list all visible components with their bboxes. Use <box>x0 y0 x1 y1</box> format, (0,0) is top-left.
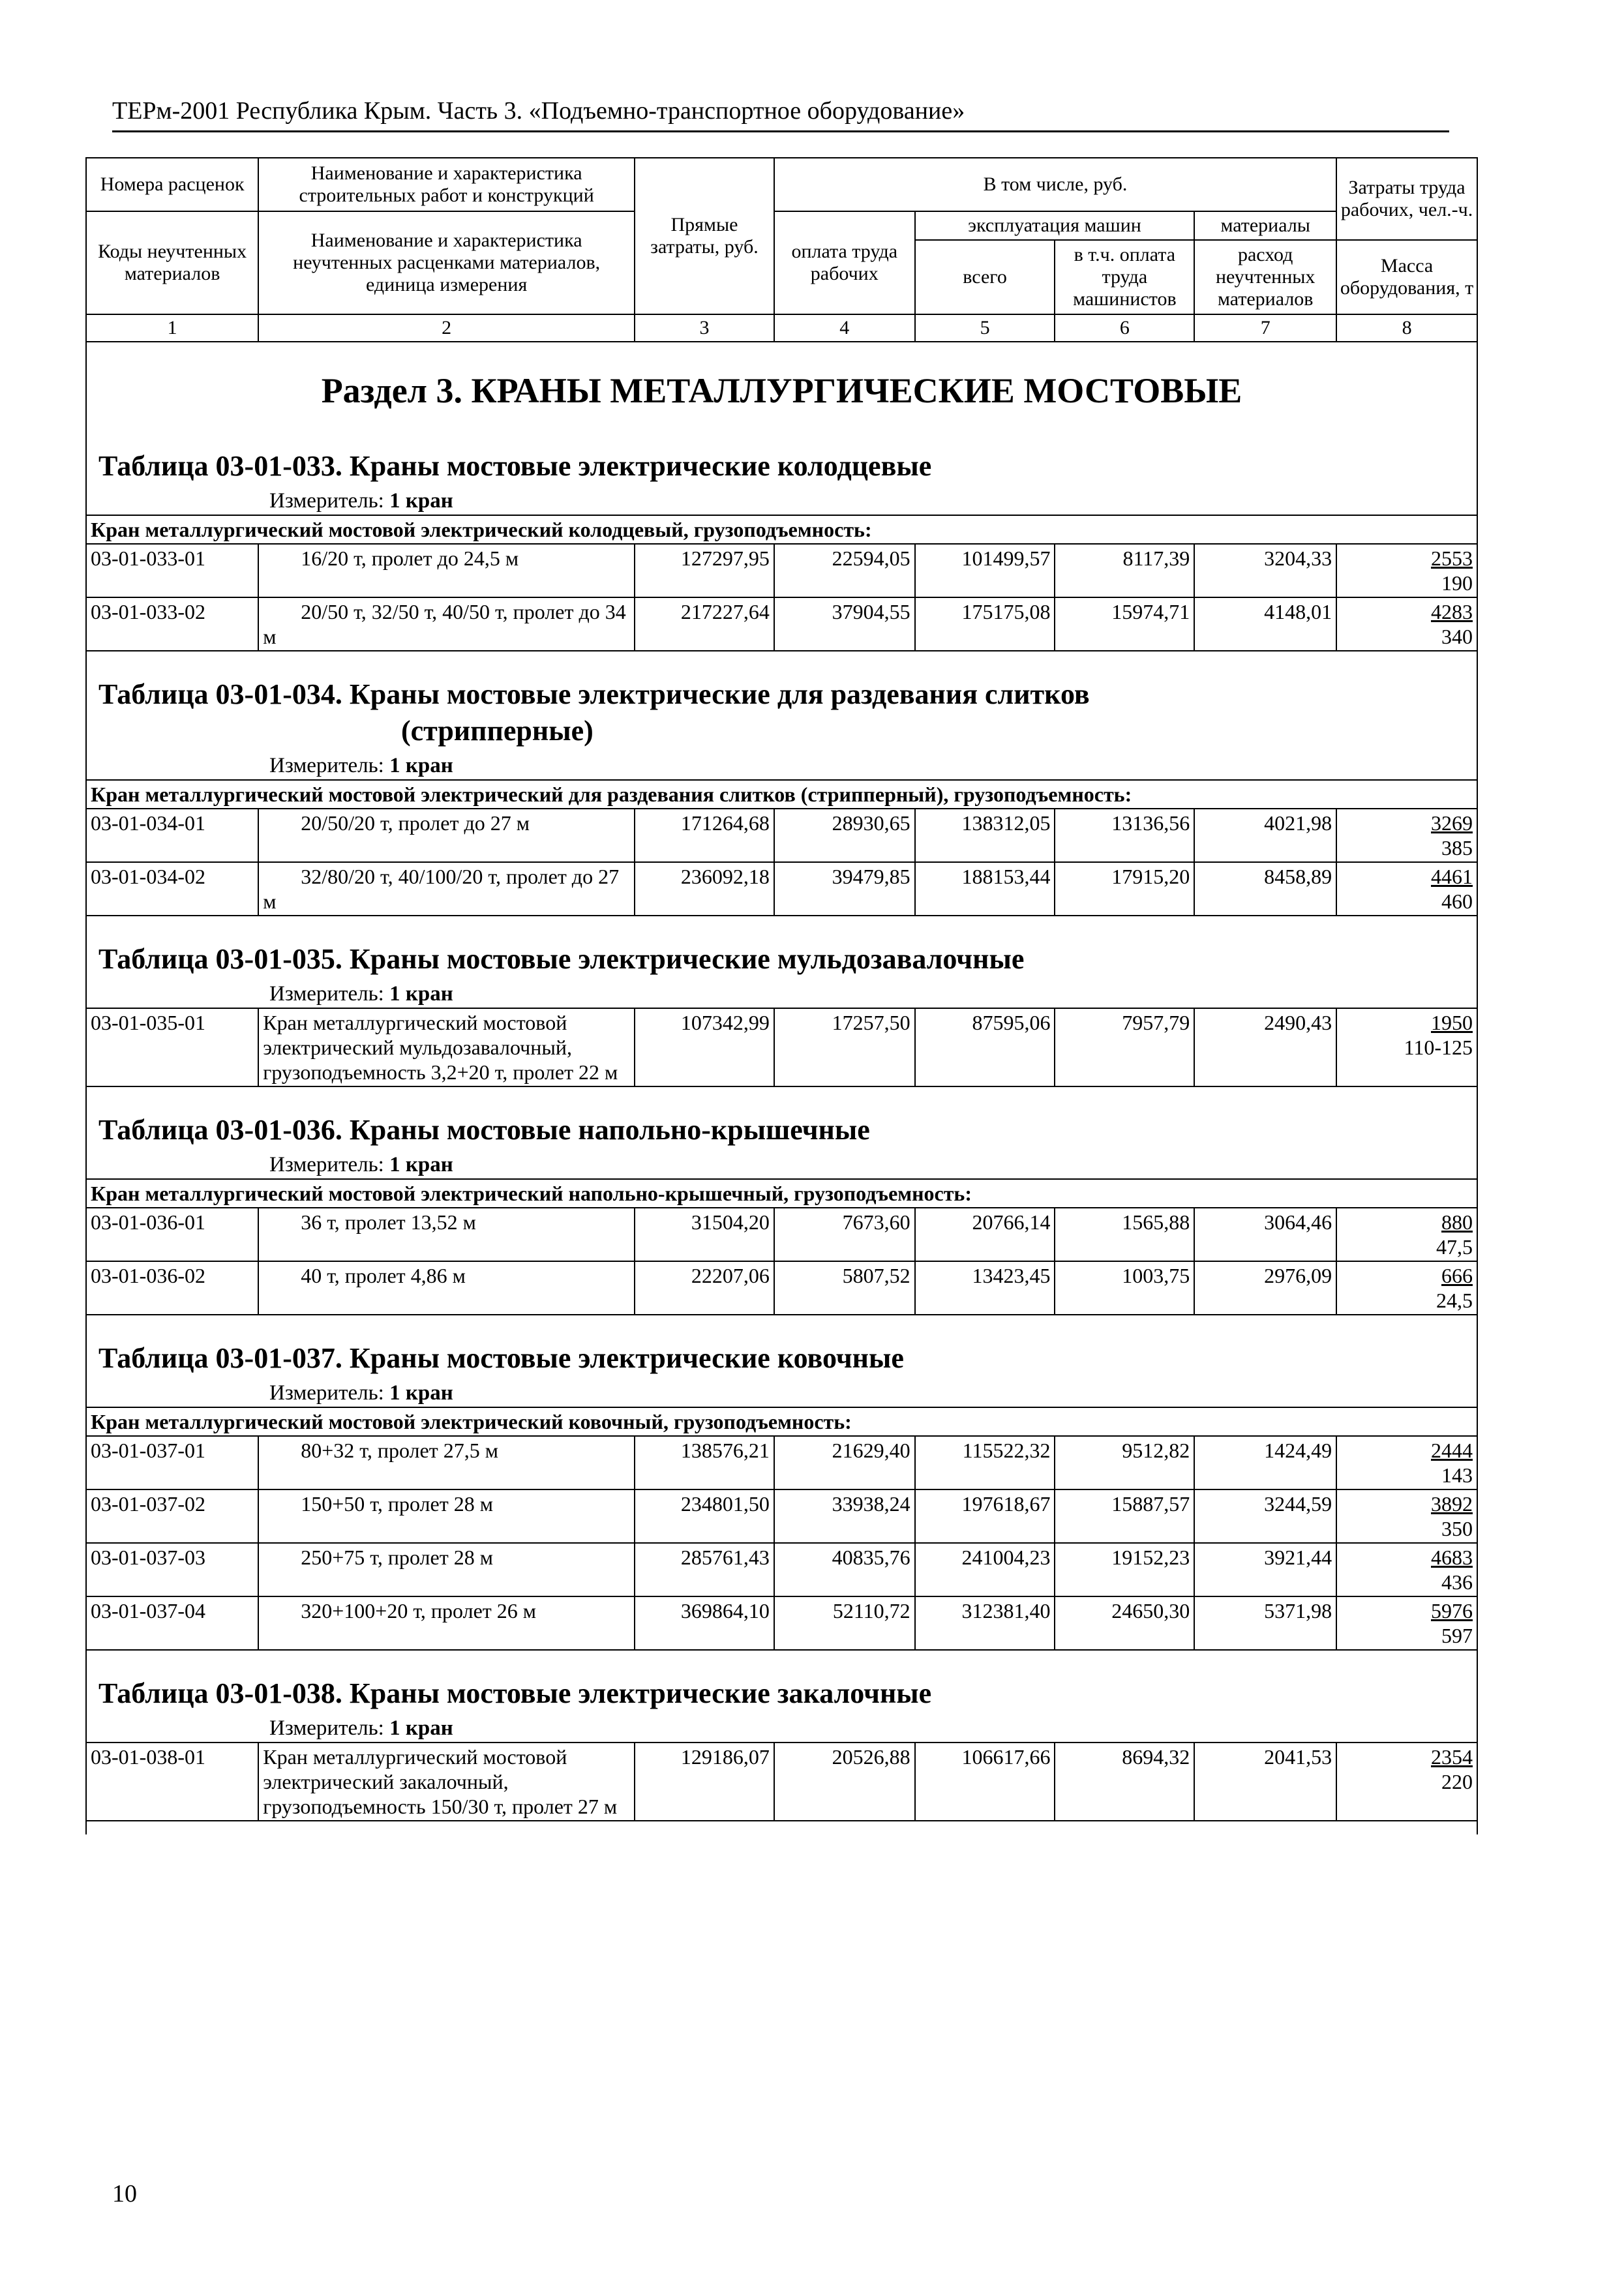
table-title-cell <box>86 1100 1477 1179</box>
rate-code: 03-01-038-01 <box>86 1743 258 1821</box>
machines-total: 106617,66 <box>915 1743 1055 1821</box>
col-number: 5 <box>915 314 1055 342</box>
direct-cost: 31504,20 <box>635 1208 774 1261</box>
meter-value: 1 кран <box>389 1716 453 1740</box>
spacer <box>86 1315 1477 1328</box>
rate-code: 03-01-037-02 <box>86 1489 258 1543</box>
labor-pay: 17257,50 <box>774 1008 915 1086</box>
labor-hours: 2354 <box>1431 1745 1473 1769</box>
meter-label: Измеритель: <box>269 1381 384 1405</box>
labor-pay: 37904,55 <box>774 597 915 651</box>
equipment-mass: 220 <box>1441 1770 1473 1793</box>
table-title-text: Таблица 03-01-034. Краны мостовые электрические для раздевания слитков <box>98 678 1090 710</box>
materials-cost: 4148,01 <box>1194 597 1336 651</box>
operators-pay: 17915,20 <box>1055 862 1194 916</box>
total-header: всего <box>915 240 1055 314</box>
operators-pay: 13136,56 <box>1055 809 1194 862</box>
materials-cost: 1424,49 <box>1194 1436 1336 1489</box>
table-row <box>86 597 1477 651</box>
materials-cost: 5371,98 <box>1194 1596 1336 1650</box>
col-number: 7 <box>1194 314 1336 342</box>
materials-cost: 2041,53 <box>1194 1743 1336 1821</box>
col-number: 3 <box>635 314 774 342</box>
labor-and-mass <box>1336 1489 1477 1543</box>
page-header: ТЕРм-2001 Республика Крым. Часть 3. «Подъемно-транспортное оборудование» <box>112 97 1449 132</box>
equipment-mass: 597 <box>1441 1624 1473 1647</box>
rate-code: 03-01-033-02 <box>86 597 258 651</box>
rate-description: 20/50 т, 32/50 т, 40/50 т, пролет до 34 м <box>258 597 635 651</box>
rate-description: 40 т, пролет 4,86 м <box>258 1261 635 1315</box>
rate-description: 80+32 т, пролет 27,5 м <box>258 1436 635 1489</box>
table-header <box>86 158 1477 342</box>
meter-line <box>87 1151 1477 1178</box>
meter-label: Измеритель: <box>269 754 384 777</box>
machines-total: 138312,05 <box>915 809 1055 862</box>
labor-pay: 39479,85 <box>774 862 915 916</box>
meter-label: Измеритель: <box>269 1153 384 1176</box>
labor-pay: 5807,52 <box>774 1261 915 1315</box>
materials-cost: 3244,59 <box>1194 1489 1336 1543</box>
mass-header: Масса оборудования, т <box>1336 240 1477 314</box>
labor-hours: 4283 <box>1431 600 1473 623</box>
labor-hours: 2553 <box>1431 546 1473 570</box>
operators-pay: 1565,88 <box>1055 1208 1194 1261</box>
col-number: 6 <box>1055 314 1194 342</box>
group-description: Кран металлургический мостовой электрический напольно-крышечный, грузоподъемность: <box>86 1179 1477 1208</box>
labor-and-mass <box>1336 1436 1477 1489</box>
operators-pay: 24650,30 <box>1055 1596 1194 1650</box>
table-title <box>87 1664 1477 1714</box>
table-row <box>86 1261 1477 1315</box>
direct-cost: 285761,43 <box>635 1543 774 1596</box>
table-title-text: Таблица 03-01-035. Краны мостовые электрические мульдозавалочные <box>98 943 1025 975</box>
table-title <box>87 436 1477 487</box>
page-number: 10 <box>112 2180 137 2207</box>
rate-description: Кран металлургический мостовой электрический мульдозавалочный, грузоподъемность 3,2+20 т, пролет 22 м <box>258 1008 635 1086</box>
labor-hours: 4683 <box>1431 1546 1473 1569</box>
spacer <box>86 916 1477 929</box>
meter-line <box>87 752 1477 779</box>
rate-description: 150+50 т, пролет 28 м <box>258 1489 635 1543</box>
meter-value: 1 кран <box>389 1153 453 1176</box>
col-number: 1 <box>86 314 258 342</box>
direct-cost: 234801,50 <box>635 1489 774 1543</box>
labor-pay: 22594,05 <box>774 544 915 597</box>
table-row <box>86 1543 1477 1596</box>
materials-cost: 3921,44 <box>1194 1543 1336 1596</box>
labor-and-mass <box>1336 862 1477 916</box>
rate-description: 36 т, пролет 13,52 м <box>258 1208 635 1261</box>
machines-total: 101499,57 <box>915 544 1055 597</box>
col2-top-header: Наименование и характеристика строительных работ и конструкций <box>258 158 635 211</box>
labor-hours: 880 <box>1441 1210 1473 1234</box>
machines-total: 312381,40 <box>915 1596 1055 1650</box>
materials-cost: 3064,46 <box>1194 1208 1336 1261</box>
labor-hours: 3892 <box>1431 1492 1473 1516</box>
table-title <box>87 1100 1477 1151</box>
labor-hours: 4461 <box>1431 865 1473 888</box>
col-number: 2 <box>258 314 635 342</box>
labor-pay: 20526,88 <box>774 1743 915 1821</box>
labor-hours: 5976 <box>1431 1599 1473 1623</box>
machines-total: 197618,67 <box>915 1489 1055 1543</box>
labor-hours: 3269 <box>1431 811 1473 835</box>
equipment-mass: 350 <box>1441 1517 1473 1540</box>
direct-cost: 369864,10 <box>635 1596 774 1650</box>
operators-pay: 1003,75 <box>1055 1261 1194 1315</box>
section-title-cell <box>86 342 1477 436</box>
materials-cost: 8458,89 <box>1194 862 1336 916</box>
labor-and-mass <box>1336 1596 1477 1650</box>
meter-line <box>87 980 1477 1008</box>
rate-code: 03-01-034-01 <box>86 809 258 862</box>
equipment-mass: 190 <box>1441 571 1473 595</box>
machines-total: 115522,32 <box>915 1436 1055 1489</box>
meter-value: 1 кран <box>389 489 453 513</box>
table-title-text: Таблица 03-01-037. Краны мостовые электрические ковочные <box>98 1342 904 1374</box>
direct-cost: 217227,64 <box>635 597 774 651</box>
equipment-mass: 143 <box>1441 1463 1473 1487</box>
table-title-text: Таблица 03-01-033. Краны мостовые электрические колодцевые <box>98 450 932 482</box>
labor-and-mass <box>1336 1208 1477 1261</box>
rate-code: 03-01-035-01 <box>86 1008 258 1086</box>
labor-and-mass <box>1336 597 1477 651</box>
rate-description: Кран металлургический мостовой электрический закалочный, грузоподъемность 150/30 т, пролет 27 м <box>258 1743 635 1821</box>
rate-description: 20/50/20 т, пролет до 27 м <box>258 809 635 862</box>
table-row <box>86 1596 1477 1650</box>
labor-pay: 33938,24 <box>774 1489 915 1543</box>
labor-cost-header: Затраты труда рабочих, чел.-ч. <box>1336 158 1477 240</box>
table-title <box>87 665 1477 752</box>
rate-code: 03-01-037-01 <box>86 1436 258 1489</box>
materials-cost: 3204,33 <box>1194 544 1336 597</box>
table-row <box>86 809 1477 862</box>
rate-code: 03-01-033-01 <box>86 544 258 597</box>
rate-description: 32/80/20 т, 40/100/20 т, пролет до 27 м <box>258 862 635 916</box>
labor-hours: 666 <box>1441 1264 1473 1287</box>
meter-line <box>87 1714 1477 1742</box>
col1-bottom-header: Коды неучтенных материалов <box>86 211 258 314</box>
labor-and-mass <box>1336 1261 1477 1315</box>
group-description: Кран металлургический мостовой электрический для раздевания слитков (стрипперный), грузоподъемность: <box>86 780 1477 809</box>
table-title-cell <box>86 665 1477 780</box>
rate-description: 320+100+20 т, пролет 26 м <box>258 1596 635 1650</box>
meter-value: 1 кран <box>389 1381 453 1405</box>
col1-top-header: Номера расценок <box>86 158 258 211</box>
meter-label: Измеритель: <box>269 982 384 1006</box>
equipment-mass: 385 <box>1441 836 1473 860</box>
meter-value: 1 кран <box>389 754 453 777</box>
rate-description: 16/20 т, пролет до 24,5 м <box>258 544 635 597</box>
meter-line <box>87 1379 1477 1407</box>
table-title-continuation: (стрипперные) <box>401 715 594 747</box>
operators-header: в т.ч. оплата труда машинистов <box>1055 240 1194 314</box>
operators-pay: 8694,32 <box>1055 1743 1194 1821</box>
labor-pay: 28930,65 <box>774 809 915 862</box>
rate-code: 03-01-036-01 <box>86 1208 258 1261</box>
labor-hours: 2444 <box>1431 1439 1473 1462</box>
table-title-cell <box>86 436 1477 515</box>
table-row <box>86 1436 1477 1489</box>
rate-code: 03-01-034-02 <box>86 862 258 916</box>
rates-table <box>85 157 1478 1834</box>
col2-bottom-header: Наименование и характеристика неучтенных расценками материалов, единица измерения <box>258 211 635 314</box>
table-row <box>86 1489 1477 1543</box>
machines-total: 20766,14 <box>915 1208 1055 1261</box>
direct-cost: 129186,07 <box>635 1743 774 1821</box>
materials-cost: 4021,98 <box>1194 809 1336 862</box>
labor-and-mass <box>1336 1543 1477 1596</box>
direct-cost: 171264,68 <box>635 809 774 862</box>
operators-pay: 9512,82 <box>1055 1436 1194 1489</box>
operators-pay: 7957,79 <box>1055 1008 1194 1086</box>
table-row <box>86 1008 1477 1086</box>
table-title-cell <box>86 1664 1477 1743</box>
table-row <box>86 1208 1477 1261</box>
labor-and-mass <box>1336 809 1477 862</box>
operators-pay: 15974,71 <box>1055 597 1194 651</box>
included-header: В том числе, руб. <box>774 158 1336 211</box>
equipment-mass: 24,5 <box>1436 1289 1473 1312</box>
labor-pay: 52110,72 <box>774 1596 915 1650</box>
machines-total: 87595,06 <box>915 1008 1055 1086</box>
equipment-mass: 436 <box>1441 1570 1473 1594</box>
table-row <box>86 1743 1477 1821</box>
table-title-cell <box>86 929 1477 1008</box>
operators-pay: 19152,23 <box>1055 1543 1194 1596</box>
equipment-mass: 460 <box>1441 890 1473 913</box>
rate-description: 250+75 т, пролет 28 м <box>258 1543 635 1596</box>
materials-header: материалы <box>1194 211 1336 240</box>
materials-unaccounted-header: расход неучтенных материалов <box>1194 240 1336 314</box>
equipment-mass: 340 <box>1441 625 1473 648</box>
rate-code: 03-01-037-04 <box>86 1596 258 1650</box>
rate-code: 03-01-037-03 <box>86 1543 258 1596</box>
operators-pay: 15887,57 <box>1055 1489 1194 1543</box>
equipment-mass: 110-125 <box>1404 1036 1473 1059</box>
labor-header: оплата труда рабочих <box>774 211 915 314</box>
meter-label: Измеритель: <box>269 489 384 513</box>
labor-and-mass <box>1336 1743 1477 1821</box>
meter-value: 1 кран <box>389 982 453 1006</box>
labor-and-mass <box>1336 544 1477 597</box>
table-row <box>86 862 1477 916</box>
machines-total: 175175,08 <box>915 597 1055 651</box>
section-title: Раздел 3. КРАНЫ МЕТАЛЛУРГИЧЕСКИЕ МОСТОВЫЕ <box>321 371 1242 410</box>
table-body <box>86 342 1477 1834</box>
table-title-text: Таблица 03-01-038. Краны мостовые электрические закалочные <box>98 1677 932 1709</box>
labor-pay: 7673,60 <box>774 1208 915 1261</box>
meter-line <box>87 487 1477 515</box>
materials-cost: 2490,43 <box>1194 1008 1336 1086</box>
table-title-text: Таблица 03-01-036. Краны мостовые напольно-крышечные <box>98 1114 870 1146</box>
labor-pay: 40835,76 <box>774 1543 915 1596</box>
direct-cost: 138576,21 <box>635 1436 774 1489</box>
spacer <box>86 1821 1477 1834</box>
rate-code: 03-01-036-02 <box>86 1261 258 1315</box>
direct-cost-header: Прямые затраты, руб. <box>635 158 774 314</box>
table-row <box>86 544 1477 597</box>
operators-pay: 8117,39 <box>1055 544 1194 597</box>
direct-cost: 22207,06 <box>635 1261 774 1315</box>
spacer <box>86 1086 1477 1100</box>
spacer <box>86 1650 1477 1664</box>
spacer <box>86 651 1477 665</box>
col-number: 4 <box>774 314 915 342</box>
direct-cost: 107342,99 <box>635 1008 774 1086</box>
table-title <box>87 929 1477 980</box>
group-description: Кран металлургический мостовой электрический колодцевый, грузоподъемность: <box>86 515 1477 544</box>
meter-label: Измеритель: <box>269 1716 384 1740</box>
materials-cost: 2976,09 <box>1194 1261 1336 1315</box>
machines-total: 13423,45 <box>915 1261 1055 1315</box>
labor-hours: 1950 <box>1431 1011 1473 1034</box>
col-number: 8 <box>1336 314 1477 342</box>
table-title-cell <box>86 1328 1477 1407</box>
labor-pay: 21629,40 <box>774 1436 915 1489</box>
direct-cost: 127297,95 <box>635 544 774 597</box>
machines-total: 241004,23 <box>915 1543 1055 1596</box>
equipment-mass: 47,5 <box>1436 1235 1473 1259</box>
machines-header: эксплуатация машин <box>915 211 1195 240</box>
table-title <box>87 1328 1477 1379</box>
machines-total: 188153,44 <box>915 862 1055 916</box>
labor-and-mass <box>1336 1008 1477 1086</box>
direct-cost: 236092,18 <box>635 862 774 916</box>
group-description: Кран металлургический мостовой электрический ковочный, грузоподъемность: <box>86 1407 1477 1436</box>
